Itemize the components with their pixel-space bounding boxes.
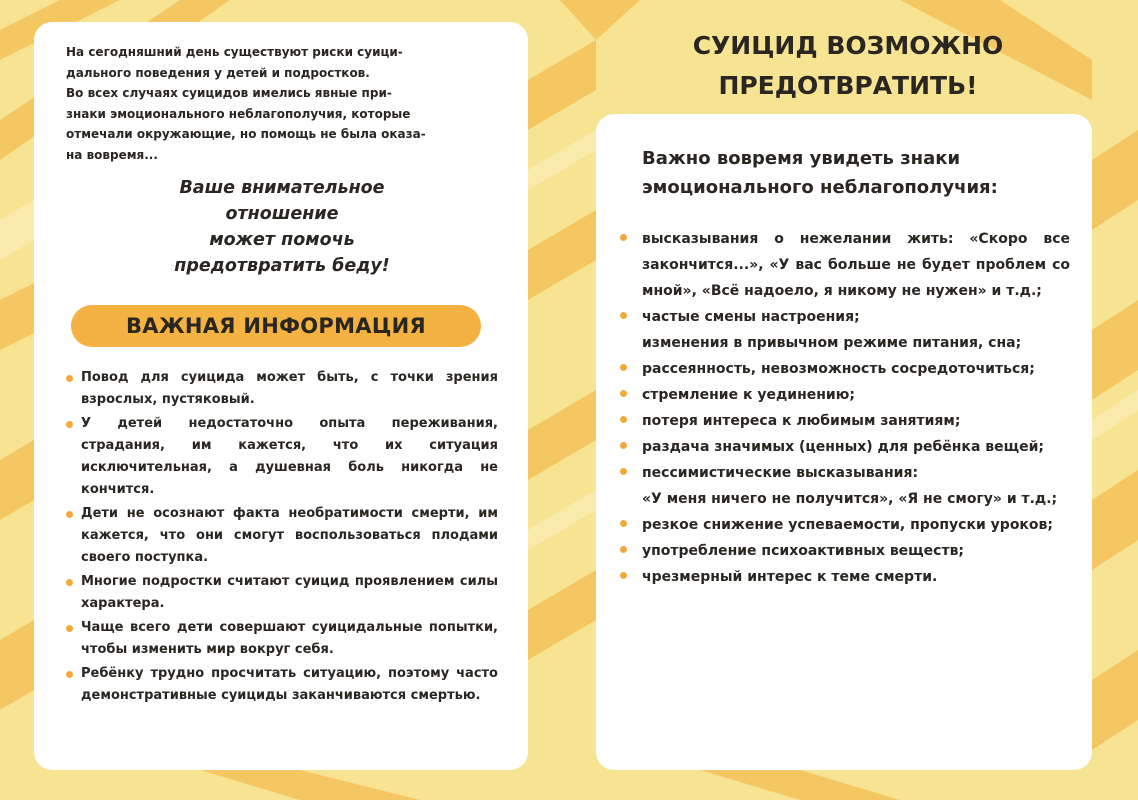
important-info-banner: ВАЖНАЯ ИНФОРМАЦИЯ	[71, 305, 481, 347]
list-item: рассеянность, невозможность сосредоточиться;	[620, 356, 1070, 382]
list-item: потеря интереса к любимым занятиям;	[620, 408, 1070, 434]
list-item: Дети не осознают факта необратимости смерти, им кажется, что они смогут воспользоваться плодами своего поступка.	[66, 503, 498, 569]
list-item: высказывания о нежелании жить: «Скоро все закончится...», «У вас больше не будет проблем со мной», «Всё надоело, я никому не нужен» и т.д.;	[620, 226, 1070, 304]
intro-text: На сегодняшний день существуют риски суици- дального поведения у детей и подростков. Во всех случаях суицидов имелись явные при- знаки эмоционального неблагополучия, которые отмечали окружающие, но помощь не была оказа- на вовремя...	[66, 45, 426, 162]
list-item: употребление психоактивных веществ;	[620, 538, 1070, 564]
facts-list	[66, 367, 498, 707]
left-panel	[34, 22, 528, 770]
list-item: Многие подростки считают суицид проявлением силы характера.	[66, 571, 498, 615]
list-item: чрезмерный интерес к теме смерти.	[620, 564, 1070, 590]
list-item: стремление к уединению;	[620, 382, 1070, 408]
list-item: пессимистические высказывания:	[620, 460, 1070, 486]
right-panel	[596, 114, 1092, 770]
page-title: СУИЦИД ВОЗМОЖНО ПРЕДОТВРАТИТЬ!	[692, 31, 1004, 100]
list-item: резкое снижение успеваемости, пропуски уроков;	[620, 512, 1070, 538]
signs-list	[620, 226, 1070, 590]
list-item: изменения в привычном режиме питания, сна;	[642, 335, 1022, 351]
list-item: раздача значимых (ценных) для ребёнка вещей;	[620, 434, 1070, 460]
list-item: Повод для суицида может быть, с точки зрения взрослых, пустяковый.	[66, 367, 498, 411]
list-item: У детей недостаточно опыта переживания, страдания, им кажется, что их ситуация исключительная, а душевная боль никогда не кончится.	[66, 413, 498, 501]
signs-heading: Важно вовремя увидеть знаки эмоционального неблагополучия:	[642, 148, 998, 198]
list-item: частые смены настроения;	[620, 304, 1070, 330]
list-item: Чаще всего дети совершают суицидальные попытки, чтобы изменить мир вокруг себя.	[66, 617, 498, 661]
list-item: Ребёнку трудно просчитать ситуацию, поэтому часто демонстративные суициды заканчиваются смертью.	[66, 663, 498, 707]
list-item: «У меня ничего не получится», «Я не смогу» и т.д.;	[642, 491, 1058, 507]
slogan: Ваше внимательное отношение может помочь предотвратить беду!	[174, 178, 390, 276]
